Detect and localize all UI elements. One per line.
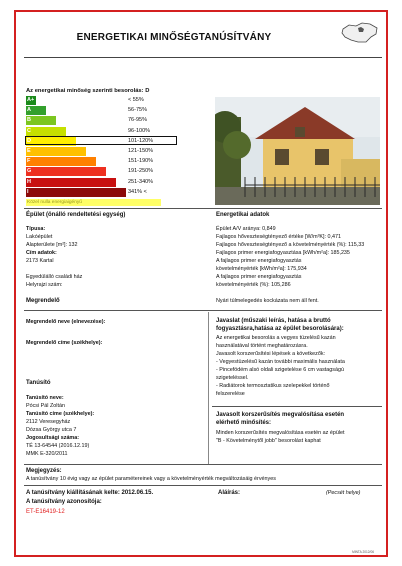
proposal-line: - Vegyestüzelésű kazán további maximális használata — [216, 359, 345, 365]
address-label: Cím adatok: — [26, 250, 57, 256]
signature-label: Aláírás: — [218, 490, 241, 496]
license-line2: MMK E-320/2011 — [26, 451, 68, 457]
client-heading: Megrendelő — [26, 298, 60, 304]
energy-class-row — [26, 116, 201, 125]
energy-class-bar — [26, 167, 106, 176]
energy-class-label: D — [27, 137, 31, 144]
certificate-header — [24, 18, 382, 58]
energy-class-bar — [26, 106, 46, 115]
energy-rating-scale — [26, 96, 201, 198]
certifier-name-label: Tanúsító neve: — [26, 395, 64, 401]
energy-class-row — [26, 167, 201, 176]
energy-class-row — [26, 178, 201, 187]
energy-class-label: A+ — [27, 97, 35, 103]
nzeb-note: Közel nulla energiaigényű — [26, 199, 161, 206]
client-address-label: Megrendelő címe (székhelye): — [26, 340, 103, 346]
energy-class-range: 96-100% — [128, 127, 151, 134]
energy-class-bar — [26, 127, 66, 136]
section-divider — [24, 208, 382, 209]
certifier-address-line1: 2112 Veresegyház — [26, 419, 71, 425]
lot-number-label: Helyrajzi szám: — [26, 282, 63, 288]
energy-class-range: 76-95% — [128, 117, 147, 124]
energy-class-bar — [26, 188, 126, 197]
rating-heading: Az energetikai minőség szerinti besorolás: D — [26, 88, 150, 94]
primary-energy-value: Fajlagos primer energiafogyasztása [kWh/m²a]: 185,235 — [216, 250, 350, 256]
upgrade-line1: Minden korszerűsítés megvalósítása esetén az épület — [216, 430, 345, 436]
energy-class-bar — [26, 96, 36, 105]
energy-class-range: 56-75% — [128, 107, 147, 114]
building-heading: Épület (önálló rendeltetési egység) — [26, 212, 126, 218]
certificate-page — [14, 10, 388, 557]
upgrade-heading-line2: elérhető minősítés: — [216, 420, 272, 426]
upgrade-line2: "B - Követelménytől jobb" besorolást kaphat — [216, 438, 321, 444]
primary-percent-line2: követelményérték (%): 105,286 — [216, 282, 291, 288]
energy-class-label: B — [27, 117, 31, 124]
house-photo — [215, 97, 380, 205]
energy-class-row — [26, 157, 201, 166]
energy-class-label: I — [27, 188, 29, 195]
section-divider — [24, 485, 382, 486]
proposal-line: Az energetikai besorolás a vegyes tüzelésű kazán — [216, 335, 336, 341]
section-divider — [24, 464, 382, 465]
primary-requirement-line2: követelményérték [kWh/m²a]: 175,934 — [216, 266, 307, 272]
upgrade-heading-line1: Javasolt korszerűsítés megvalósítása esetén — [216, 412, 345, 418]
energy-class-range: < 55% — [128, 97, 144, 103]
notes-heading: Megjegyzés: — [26, 468, 62, 474]
energy-class-label: G — [27, 168, 32, 175]
av-ratio: Épület A/V aránya: 0,849 — [216, 226, 276, 232]
energy-class-label: F — [27, 158, 31, 165]
certificate-id: ET-E16419-12 — [26, 509, 65, 515]
current-class-marker — [25, 136, 177, 145]
license-line1: TÉ 13-64544 (2016.12.19) — [26, 443, 90, 449]
column-divider — [208, 312, 209, 464]
energy-heading: Energetikai adatok — [216, 212, 270, 218]
proposal-heading-line2: fogyasztásra,hatása az épület besorolására): — [216, 326, 344, 332]
hungary-map-icon — [340, 20, 380, 46]
address-value: 2173 Kartal — [26, 258, 54, 264]
energy-class-range: 191-250% — [128, 168, 154, 175]
energy-class-row — [26, 147, 201, 156]
energy-class-label: C — [27, 127, 31, 134]
summer-overheating: Nyári túlmelegedés kockázata nem áll fent. — [216, 298, 319, 304]
heat-loss-percent: Fajlagos hőveszteségtényező a követelményérték (%): 115,33 — [216, 242, 365, 248]
building-type-label: Típusa: — [26, 226, 46, 232]
certificate-id-label: A tanúsítvány azonosítója: — [26, 499, 102, 505]
certificate-title: ENERGETIKAI MINŐSÉGTANÚSÍTVÁNY — [76, 32, 272, 43]
proposal-line: felszerelése — [216, 391, 245, 397]
heat-loss-value: Fajlagos hőveszteségtényező értéke [W/m³K]: 0,471 — [216, 234, 341, 240]
energy-class-row — [26, 188, 201, 197]
section-divider — [24, 310, 382, 311]
notes-text: A tanúsítvány 10 évig vagy az épület paramétereinek vagy a követelményérték megváltozásáig érvényes — [26, 476, 276, 482]
building-area: Alapterülete [m²]: 132 — [26, 242, 78, 248]
license-label: Jogosultsági száma: — [26, 435, 80, 441]
energy-class-range: 101-120% — [128, 137, 154, 144]
energy-class-label: A — [27, 107, 31, 114]
primary-percent-line1: A fajlagos primer energiafogyasztás — [216, 274, 302, 280]
proposal-heading-line1: Javaslat (műszaki leírás, hatása a bruttó — [216, 318, 331, 324]
energy-class-range: 341% < — [128, 188, 147, 195]
footer-code: MINTA 2012/06 — [352, 550, 374, 554]
energy-class-label: H — [27, 178, 31, 185]
energy-class-range: 151-190% — [128, 158, 154, 165]
energy-class-bar — [26, 116, 56, 125]
issue-date: A tanúsítvány kiállításának kelte: 2012.06.15. — [26, 490, 154, 496]
energy-class-row — [26, 96, 201, 105]
stamp-placeholder: (Pecsét helye) — [326, 490, 361, 496]
proposal-line: Javasolt korszerűsítési lépések a következők: — [216, 351, 326, 357]
energy-class-row — [26, 127, 201, 136]
client-name-label: Megrendelő neve (elnevezése): — [26, 319, 106, 325]
energy-class-row — [26, 106, 201, 115]
energy-class-bar — [26, 157, 96, 166]
certifier-heading: Tanúsító — [26, 380, 51, 386]
energy-class-label: E — [27, 148, 31, 154]
energy-class-range: 251-340% — [128, 178, 154, 185]
proposal-line: - Radiátorok termosztatikus szelepekkel történő — [216, 383, 330, 389]
proposal-line: - Pincefödém alsó oldali szigetelése 6 cm vastagságú — [216, 367, 344, 373]
proposal-line: szigeteléssel. — [216, 375, 249, 381]
primary-requirement-line1: A fajlagos primer energiafogyasztás — [216, 258, 302, 264]
energy-class-bar — [26, 147, 86, 156]
energy-class-range: 121-150% — [128, 148, 154, 154]
building-type-value: Lakóépület — [26, 234, 53, 240]
energy-class-bar — [26, 178, 116, 187]
proposal-line: használatával történt meghatározásra. — [216, 343, 308, 349]
certifier-address-line2: Dózsa György utca 7 — [26, 427, 77, 433]
certifier-name: Pócsi Pál Zoltán — [26, 403, 65, 409]
certifier-address-label: Tanúsító címe (székhelye): — [26, 411, 95, 417]
section-divider — [212, 406, 382, 407]
house-type: Egyedülálló családi ház — [26, 274, 83, 280]
